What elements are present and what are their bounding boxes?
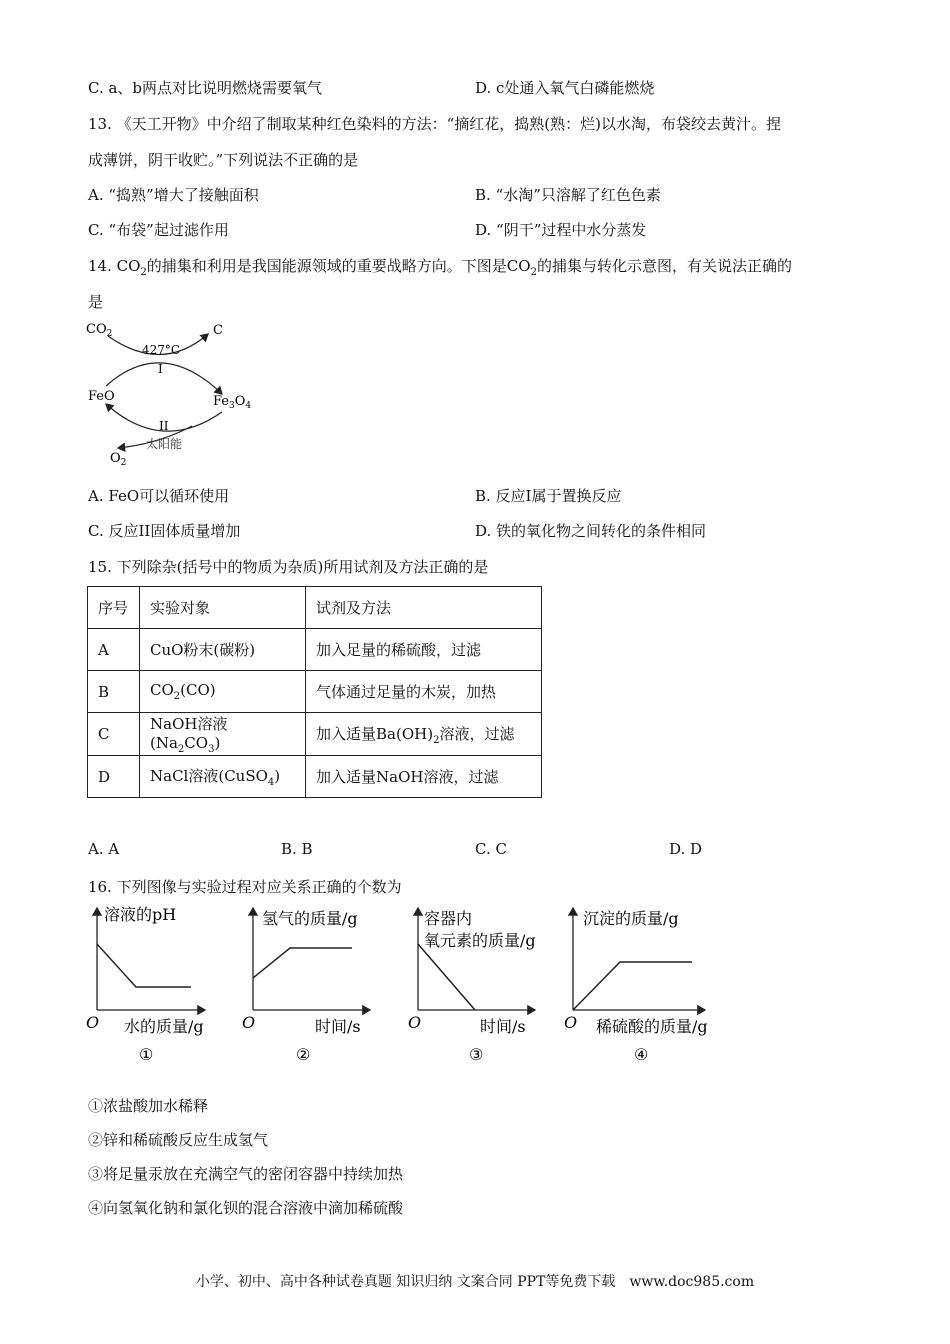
graph-4-ylabel: 沉淀的质量/g (583, 909, 679, 928)
graph-3-ylabel-line1: 容器内 (424, 909, 473, 928)
q16-graphs (80, 900, 740, 1072)
table-row (88, 756, 542, 798)
graph-2-number: ② (296, 1045, 311, 1064)
q13-stem-line2: 成薄饼，阴干收贮。”下列说法不正确的是 (88, 151, 359, 169)
graph-2-hydrogen (242, 908, 370, 1064)
table-cell: NaOH溶液$(Na_2CO_3)$ (140, 713, 306, 756)
table-cell: CuO粉末(碳粉) (140, 629, 306, 671)
diagram-reaction-ii-label: II (159, 419, 169, 433)
graph-3-xlabel: 时间/s (480, 1017, 526, 1036)
graph-4-precipitate (564, 908, 708, 1064)
diagram-feo-label: FeO (88, 389, 115, 404)
graph-2-origin: O (242, 1013, 256, 1032)
q15-stem: 15. 下列除杂(括号中的物质为杂质)所用试剂及方法正确的是 (88, 558, 489, 576)
q14-stem-line2: 是 (88, 293, 104, 311)
q14-option-a: A. FeO可以循环使用 (88, 487, 230, 505)
table-cell: NaCl溶液(CuSO$_4$) (140, 756, 306, 798)
table-cell: D (88, 756, 140, 798)
table-row (88, 713, 542, 756)
q13-option-c: C. “布袋”起过滤作用 (88, 221, 229, 239)
q12-option-c: C. a、b两点对比说明燃烧需要氧气 (88, 79, 323, 97)
q13-option-a: A. “捣熟”增大了接触面积 (88, 186, 259, 204)
table-header-row (88, 587, 542, 629)
q16-item-2: ②锌和稀硫酸反应生成氢气 (88, 1131, 269, 1149)
q16-item-3: ③将足量汞放在充满空气的密闭容器中持续加热 (88, 1165, 404, 1183)
table-header-cell: 序号 (88, 587, 140, 629)
table-cell: A (88, 629, 140, 671)
table-cell: $CO_2(CO)$ (140, 671, 306, 713)
diagram-reaction-i-label: I (158, 362, 163, 376)
q12-option-d: D. c处通入氧气白磷能燃烧 (475, 79, 655, 97)
diagram-solar-label: 太阳能 (146, 437, 183, 451)
graph-1-ylabel: 溶液的pH (104, 905, 177, 924)
table-cell: 加入适量NaOH溶液，过滤 (306, 756, 542, 798)
graph-4-xlabel: 稀硫酸的质量/g (596, 1017, 708, 1036)
graph-3-number: ③ (469, 1045, 484, 1064)
q14-option-c: C. 反应II固体质量增加 (88, 522, 241, 540)
table-cell: 加入足量的稀硫酸，过滤 (306, 629, 542, 671)
q15-option-b: B. B (281, 840, 313, 858)
diagram-c-label: C (213, 323, 223, 338)
graph-1-number: ① (139, 1045, 154, 1064)
graph-2-xlabel: 时间/s (315, 1017, 361, 1036)
q15-option-c: C. C (475, 840, 507, 858)
table-cell: B (88, 671, 140, 713)
graph-3-ylabel-line2: 氧元素的质量/g (424, 931, 536, 950)
q13-option-d: D. “阴干”过程中水分蒸发 (475, 221, 647, 239)
graph-2-curve (253, 948, 352, 978)
graph-3-origin: O (408, 1013, 422, 1032)
diagram-fe3o4-label: $Fe_3O_4$ (213, 394, 252, 411)
graph-1-xlabel: 水的质量/g (124, 1017, 204, 1036)
table-header-cell: 实验对象 (140, 587, 306, 629)
graph-1-origin: O (86, 1013, 100, 1032)
page-footer: 小学、初中、高中各种试卷真题 知识归纳 文案合同 PPT等免费下载 www.doc985.com (195, 1274, 755, 1290)
diagram-arrow-feo-to-fe3o4 (106, 363, 222, 394)
q14-option-d: D. 铁的氧化物之间转化的条件相同 (475, 522, 707, 540)
q14-option-b: B. 反应I属于置换反应 (475, 487, 622, 505)
graph-4-curve (573, 962, 692, 1010)
table-cell: 加入适量$Ba(OH)_2$溶液，过滤 (306, 713, 542, 756)
graph-4-origin: O (564, 1013, 578, 1032)
q16-item-4: ④向氢氧化钠和氯化钡的混合溶液中滴加稀硫酸 (88, 1199, 404, 1217)
q13-stem-line1: 13. 《天工开物》中介绍了制取某种红色染料的方法：“摘红花，捣熟(熟：烂)以水淘，布袋绞去黄汁。捏 (88, 115, 782, 133)
table-header-cell: 试剂及方法 (306, 587, 542, 629)
q16-item-1: ①浓盐酸加水稀释 (88, 1097, 209, 1115)
table-row (88, 629, 542, 671)
q16-stem: 16. 下列图像与实验过程对应关系正确的个数为 (88, 878, 402, 896)
table-cell: 气体通过足量的木炭，加热 (306, 671, 542, 713)
table-cell: C (88, 713, 140, 756)
graph-1-ph (86, 905, 205, 1064)
q15-option-d: D. D (669, 840, 703, 858)
diagram-temperature-label: 427°C (142, 343, 181, 357)
graph-1-curve (97, 944, 191, 987)
q15-table (87, 586, 542, 798)
q15-option-a: A. A (88, 840, 120, 858)
graph-4-number: ④ (634, 1045, 649, 1064)
table-row (88, 671, 542, 713)
q13-option-b: B. “水淘”只溶解了红色色素 (475, 186, 661, 204)
diagram-o2-label: $O_2$ (110, 451, 127, 468)
diagram-co2-label: $CO_2$ (86, 322, 113, 339)
graph-2-ylabel: 氢气的质量/g (262, 909, 358, 928)
co2-conversion-diagram (80, 316, 280, 472)
graph-3-oxygen (408, 908, 536, 1064)
graph-3-curve (418, 944, 475, 1010)
q14-stem-line1: 14. $CO_2$的捕集和利用是我国能源领域的重要战略方向。下图是$CO_2$的捕集与转化示意图，有关说法正确的 (88, 257, 792, 278)
